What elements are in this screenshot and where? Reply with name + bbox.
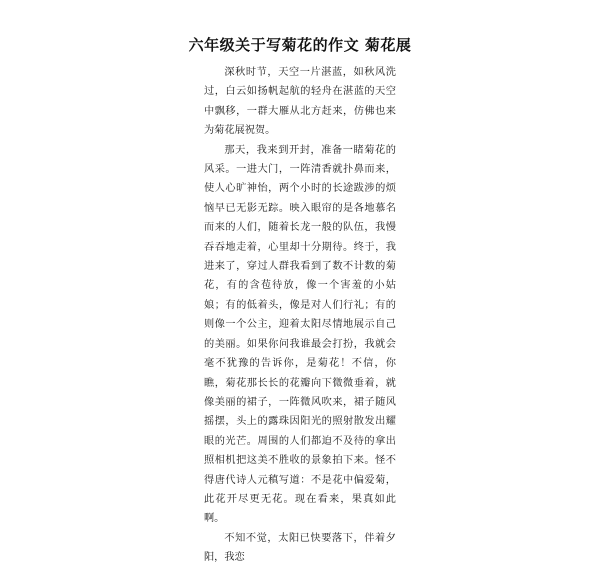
paragraph: 那天，我来到开封，准备一睹菊花的风采。一进大门，一阵清香就扑鼻而来，使人心旷神怡，两个小时的长途跋涉的烦恼早已无影无踪。映入眼帘的是各地慕名而来的人们，随着长龙一般的队伍，我慢吞吞地走着，心里却十分期待。终于，我进来了，穿过人群我看到了数不计数的菊花，有的含苞待放，像一个害羞的小姑娘；有的低着头，像是对人们行礼；有的则像一个公主，迎着太阳尽情地展示自己的美丽。如果你问我谁最会打扮，我就会毫不犹豫的告诉你，是菊花！不信，你瞧，菊花那长长的花瓣向下微微垂着，就像美丽的裙子，一阵微风吹来，裙子随风摇摆，头上的露珠因阳光的照射散发出耀眼的光芒。周围的人们都迫不及待的拿出照相机把这美不胜收的景象拍下来。怪不得唐代诗人元稹写道：不是花中偏爱菊，此花开尽更无花。现在看来，果真如此啊。 [204, 144, 396, 525]
paragraph: 深秋时节，天空一片湛蓝，如秋风洗过，白云如扬帆起航的轻舟在湛蓝的天空中飘移，一群大雁从北方赶来，仿佛也来为菊花展祝贺。 [204, 67, 396, 137]
paragraph: 不知不觉，太阳已快要落下，伴着夕阳，我恋 [204, 532, 396, 564]
article-body [204, 63, 396, 568]
article-title: 六年级关于写菊花的作文 菊花展 [188, 36, 412, 54]
